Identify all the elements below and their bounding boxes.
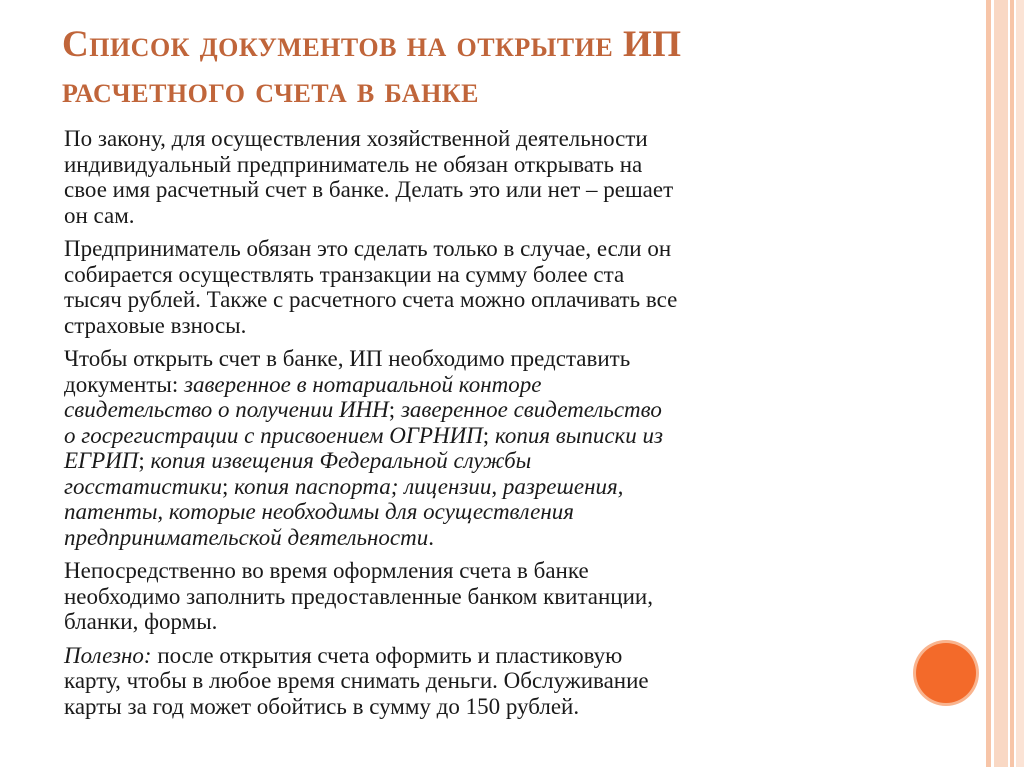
text-line: индивидуальный предприниматель не обязан открывать на — [64, 151, 643, 177]
text-line: собирается осуществлять транзакции на сумму более ста — [64, 261, 625, 287]
text-line — [64, 372, 944, 398]
decorative-circle — [916, 643, 976, 703]
text-line: карту, чтобы в любое время снимать деньги. Обслуживание — [64, 668, 649, 693]
paragraph-tip — [64, 643, 944, 720]
document-item: копия извещения Федеральной службы — [150, 448, 532, 473]
decorative-stripe — [1016, 0, 1024, 767]
slide-body — [64, 126, 944, 727]
paragraph-obligation — [64, 236, 944, 338]
paragraph-forms — [64, 558, 944, 635]
document-item: заверенное в нотариальной конторе — [183, 371, 542, 397]
text-line — [64, 474, 944, 500]
document-item: ЕГРИП — [64, 448, 139, 473]
decorative-stripe — [994, 0, 1008, 767]
document-item: о госрегистрации с присвоением ОГРНИП — [64, 422, 483, 448]
text-line — [64, 423, 944, 449]
paragraph-documents — [64, 346, 944, 550]
document-item: копия выписки из — [494, 422, 664, 448]
tip-label: Полезно: — [64, 642, 152, 668]
slide-title-line: Список документов на открытие ИП — [62, 24, 682, 65]
slide-title — [62, 22, 962, 114]
decorative-stripe — [986, 0, 991, 767]
text-run: ; — [138, 448, 151, 473]
document-item: заверенное свидетельство — [400, 397, 662, 422]
text-line: карты за год может обойтись в сумму до 150 рублей. — [64, 693, 580, 719]
text-line: Непосредственно во время оформления счета в банке — [64, 558, 589, 583]
text-line — [64, 643, 944, 669]
text-run: после открытия счета оформить и пластиковую — [151, 642, 623, 668]
text-line — [64, 525, 944, 551]
document-item: копия паспорта; лицензии, разрешения, — [234, 473, 624, 499]
paragraph-law — [64, 126, 944, 228]
text-line: Чтобы открыть счет в банке, ИП необходимо представить — [64, 346, 631, 371]
text-run: документы: — [64, 371, 184, 397]
text-line: он сам. — [64, 202, 135, 228]
text-line — [64, 448, 944, 474]
document-item: госстатистики — [64, 473, 222, 499]
text-line: необходимо заполнить предоставленные банком квитанции, — [64, 583, 653, 609]
text-line: тысяч рублей. Также с расчетного счета можно оплачивать все — [64, 287, 678, 312]
document-item: предпринимательской деятельности — [64, 524, 429, 550]
text-line: страховые взносы. — [64, 312, 247, 338]
text-run: ; — [388, 397, 401, 422]
text-line: свое имя расчетный счет в банке. Делать это или нет – решает — [64, 177, 674, 202]
text-line: патенты, которые необходимы для осуществления — [64, 499, 574, 524]
slide-title-line: расчетного счета в банке — [62, 70, 480, 111]
text-line: бланки, формы. — [64, 609, 218, 634]
text-run: ; — [221, 473, 235, 499]
document-item: свидетельство о получении ИНН — [64, 397, 389, 422]
decorative-stripe — [1010, 0, 1014, 767]
text-run: ; — [482, 422, 495, 448]
text-line: Предприниматель обязан это сделать только в случае, если он — [64, 236, 672, 261]
text-line: По закону, для осуществления хозяйственной деятельности — [64, 126, 648, 151]
text-run: . — [428, 524, 434, 550]
text-line — [64, 397, 944, 423]
